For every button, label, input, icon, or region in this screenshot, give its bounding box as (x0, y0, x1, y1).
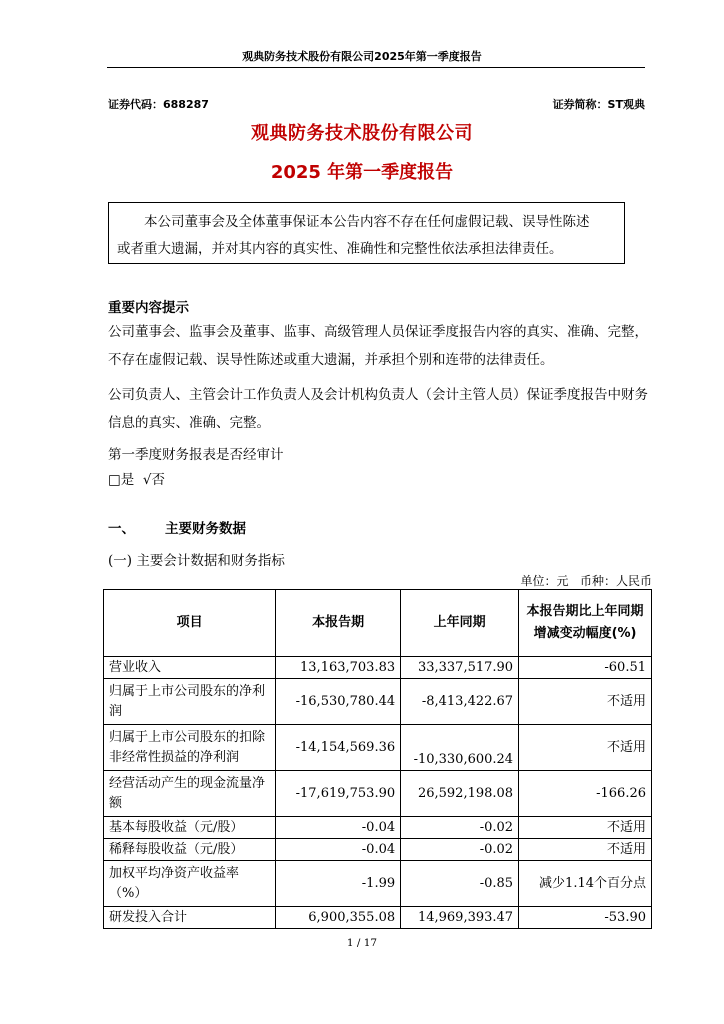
row-item: 归属于上市公司股东的扣除非经常性损益的净利润 (104, 725, 276, 771)
declaration-line-2: 或者重大遗漏，并对其内容的真实性、准确性和完整性依法承担法律责任。 (117, 241, 563, 257)
row-change: 不适用 (519, 839, 652, 861)
table-row (104, 839, 652, 861)
table-row (104, 861, 652, 907)
row-prior: -0.02 (401, 839, 519, 861)
unit-currency-note: 单位：元 币种：人民币 (520, 574, 652, 588)
row-change: -53.90 (519, 907, 652, 929)
row-current: 6,900,355.08 (276, 907, 401, 929)
row-prior: 26,592,198.08 (401, 771, 519, 817)
row-current: -16,530,780.44 (276, 679, 401, 725)
row-prior: -8,413,422.67 (401, 679, 519, 725)
page-number: 1 / 17 (346, 937, 378, 949)
row-item: 研发投入合计 (104, 907, 276, 929)
row-change: -60.51 (519, 657, 652, 679)
row-prior: 14,969,393.47 (401, 907, 519, 929)
row-current: -0.04 (276, 839, 401, 861)
important-heading: 重要内容提示 (108, 300, 189, 316)
table-row (104, 725, 652, 771)
table-row (104, 817, 652, 839)
section-heading (108, 517, 246, 537)
subsection-title: (一) 主要会计数据和财务指标 (108, 553, 285, 569)
column-header: 上年同期 (401, 590, 519, 657)
row-change: 不适用 (519, 679, 652, 725)
stock-abbreviation: 证券简称：ST观典 (552, 98, 645, 111)
report-title: 2025 年第一季度报告 (270, 162, 454, 183)
row-current: -14,154,569.36 (276, 725, 401, 771)
company-title: 观典防务技术股份有限公司 (251, 123, 473, 144)
stock-code: 证券代码：688287 (108, 98, 209, 111)
table-row (104, 657, 652, 679)
important-paragraph-1: 公司董事会、监事会及董事、监事、高级管理人员保证季度报告内容的真实、准确、完整，不存在虚假记载、误导性陈述或重大遗漏，并承担个别和连带的法律责任。 (108, 324, 648, 368)
table-row (104, 679, 652, 725)
row-change: 不适用 (519, 817, 652, 839)
row-item: 营业收入 (104, 657, 276, 679)
column-header: 项目 (104, 590, 276, 657)
row-change: 减少1.14个百分点 (519, 861, 652, 907)
row-item: 归属于上市公司股东的净利润 (104, 679, 276, 725)
table-header-row (104, 590, 652, 657)
row-prior: -10,330,600.24 (401, 725, 519, 771)
row-prior: -0.85 (401, 861, 519, 907)
section-number: 一、 (108, 521, 135, 537)
audit-question: 第一季度财务报表是否经审计 (108, 447, 284, 463)
header-rule (107, 67, 645, 68)
row-change: -166.26 (519, 771, 652, 817)
row-item: 稀释每股收益（元/股） (104, 839, 276, 861)
running-header: 观典防务技术股份有限公司2025年第一季度报告 (242, 50, 482, 63)
column-header: 本报告期 (276, 590, 401, 657)
audit-answer: □是 √否 (108, 472, 165, 488)
row-current: -0.04 (276, 817, 401, 839)
board-declaration-box (108, 202, 625, 264)
table-row (104, 907, 652, 929)
table-row (104, 771, 652, 817)
row-current: 13,163,703.83 (276, 657, 401, 679)
row-prior: 33,337,517.90 (401, 657, 519, 679)
row-change: 不适用 (519, 725, 652, 771)
row-current: -1.99 (276, 861, 401, 907)
column-header: 本报告期比上年同期增减变动幅度(%) (519, 590, 652, 657)
declaration-line-1: 本公司董事会及全体董事保证本公告内容不存在任何虚假记载、误导性陈述 (144, 214, 590, 230)
row-item: 基本每股收益（元/股） (104, 817, 276, 839)
financial-data-table (103, 589, 652, 929)
row-item: 经营活动产生的现金流量净额 (104, 771, 276, 817)
row-prior: -0.02 (401, 817, 519, 839)
row-item: 加权平均净资产收益率（%） (104, 861, 276, 907)
row-current: -17,619,753.90 (276, 771, 401, 817)
section-title: 主要财务数据 (165, 521, 246, 537)
important-paragraph-2: 公司负责人、主管会计工作负责人及会计机构负责人（会计主管人员）保证季度报告中财务信息的真实、准确、完整。 (108, 387, 648, 431)
